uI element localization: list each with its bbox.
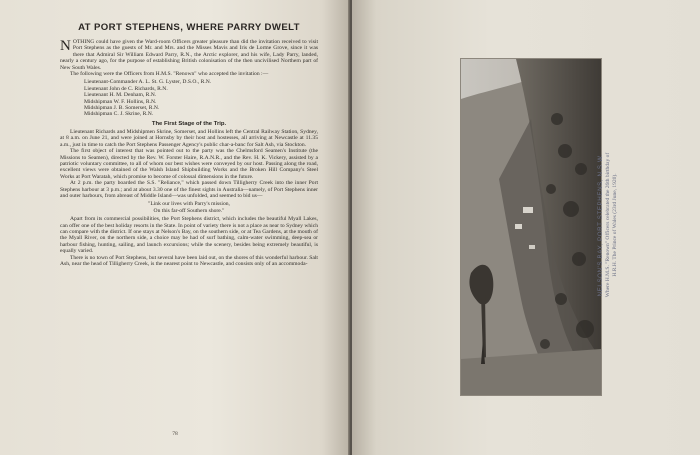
officers-intro: The following were the Officers from H.M.S. "Renown" who accepted the invitation :— [70,71,269,78]
intro-paragraph [60,39,318,71]
officer-item: Lieutenant H. M. Denham, R.N. [84,92,157,99]
verse-line: "Link our lives with Parry's mission, [148,201,230,208]
page-title: AT PORT STEPHENS, WHERE PARRY DWELT [78,22,300,33]
officer-item: Midshipman W. F. Hollins, R.N. [84,98,157,105]
photo-illustration [461,59,601,395]
officer-item: Midshipman J. B. Somerset, R.N. [84,105,160,112]
page-number: 78 [172,431,178,437]
verse-quote [60,201,318,214]
officer-item: Lieutenant John de C. Richards, R.N. [84,85,168,92]
caption-title: NELSON'S BAY, PORT STEPHENS, N.S.W. [597,153,604,297]
officer-item: Midshipman C. J. Skrine, R.N. [84,111,154,118]
caption-line: Where H.M.S. "Renown" Officers celebrated the 26th birthday of [605,152,611,298]
left-page-text [60,22,318,267]
section-subheading: The First Stage of the Trip. [151,120,227,127]
body-paragraph: There is no town of Port Stephens, but several have been laid out, on the shores of this wonderful harbour. Salt Ash, near the head of Tilligherry Creek, is the nearest point to Newcastle, and consists only of an accommoda- [60,254,318,267]
officer-item: Lieutenant-Commander A. L. St. G. Lyster, D.S.O., R.N. [84,79,212,86]
body-paragraph: The first object of interest that was pointed out to the party was the Chelmsford Seamen's Institute (the Missions to Seamen), directed by the Rev. W. Forster Haire, R.A.N.R., and the Rev. H. K. Vickery, assisted by a patriotic voluntary committee, to all of whom our best wishes were conveyed by our host. Passing along the road, excellent views were obtained of the Walsh Island Shipbuilding Works and the Broken Hill Company's Steel Works at Port Waratah, which promise to become of colossal dimensions in the future. [60,148,318,180]
drop-cap: N [60,38,71,54]
caption-line: H.R.H. The Prince of Wales (23rd June, 1920). [612,173,618,277]
officers-list [84,79,318,117]
verse-line: On this far-off Southern shore." [153,207,225,214]
body-paragraph: At 2 p.m. the party boarded the S.S. "Reliance," which passed down Tilligherry Creek into the inner Port Stephens harbour at 3 p.m.; and at about 3.30 one of the finest sights in Australia—namely, of Port Stephens inner and outer harbours, from abreast of Middle Island—was unfolded, and seemed to bid us— [60,180,318,199]
intro-text: OTHING could have given the Ward-room Officers greater pleasure than did the invitation received to visit Port Stephens as the guests of Mr. and Mrs. and the Misses Mavis and Iris de Lorme Grove, since it was there that Admiral Sir William Edward Parry, R.N., the Arctic explorer, and his wife, Lady Parry, landed, nearly a century ago, for the purpose of establishing British colonisation of the then uncivilised Northern part of New South Wales. [60,39,318,71]
body-paragraph: Lieutenant Richards and Midshipmen Skrine, Somerset, and Hollins left the Central Railway Station, Sydney, at 8 a.m. on June 21, and were joined at Hornsby by their host and hostesses, all arriving at Newcastle at 11.35 a.m., just in time to catch the Port Stephens Passenger Agency's public char-a-banc for Salt Ash, via Stockton. [60,128,318,148]
landscape-photograph [460,58,602,396]
body-paragraph: Apart from its commercial possibilities, the Port Stephens district, which includes the beautiful Myall Lakes, can offer one of the best holiday resorts in the State. In point of variety there is not a place as near to Sydney which can compare with the district. If one stays at Nelson's Bay, on the southern side, or at Tea Gardens, at the mouth of the Myall River, on the northern side, a choice may be had of surf bathing, calm-water swimming, deep-sea or harbour fishing, hunting, sailing, and launch excursions; while the scenery, besides being extremely beautiful, is equally varied. [60,216,318,255]
